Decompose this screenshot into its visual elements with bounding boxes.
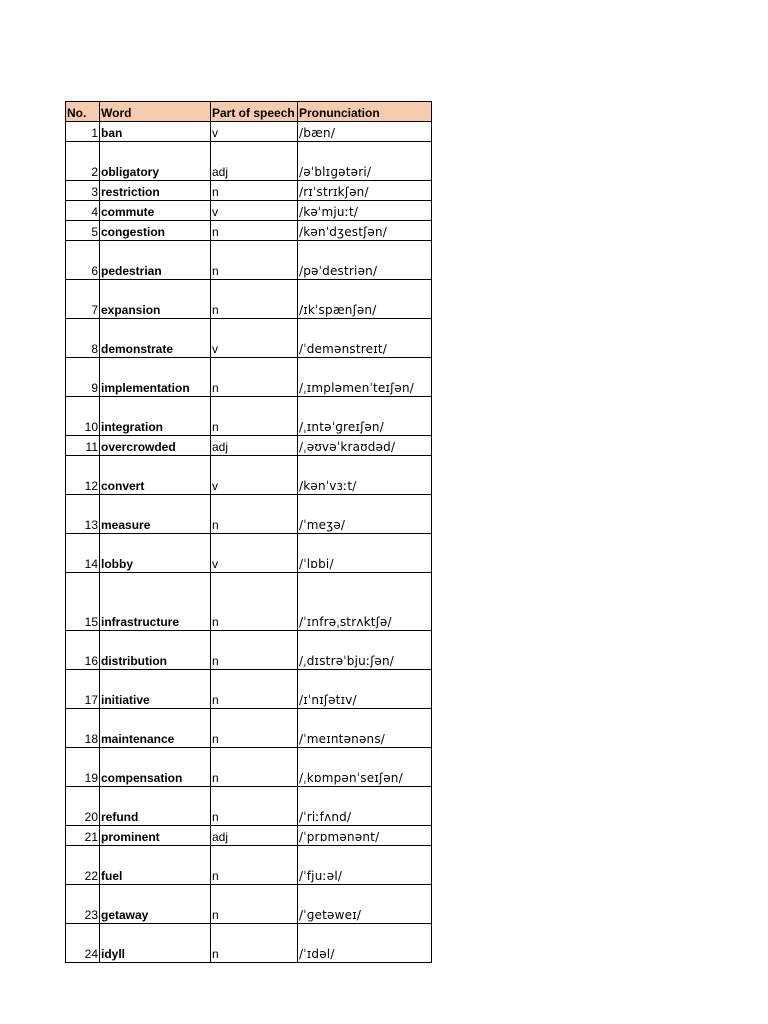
part-of-speech-cell: n xyxy=(211,787,298,826)
pronunciation-cell: /ˈɡetəweɪ/ xyxy=(298,885,432,924)
table-row xyxy=(66,201,432,221)
word-cell: lobby xyxy=(100,534,211,573)
pronunciation-cell: /ˈprɒmənənt/ xyxy=(298,826,432,846)
vocabulary-table xyxy=(65,101,432,963)
pronunciation-cell: /kənˈvɜːt/ xyxy=(298,456,432,495)
part-of-speech-cell: v xyxy=(211,319,298,358)
part-of-speech-cell: n xyxy=(211,280,298,319)
table-row xyxy=(66,885,432,924)
part-of-speech-cell: n xyxy=(211,670,298,709)
pronunciation-cell: /kəˈmjuːt/ xyxy=(298,201,432,221)
row-number: 24 xyxy=(66,924,100,963)
pronunciation-cell: /ˈdemənstreɪt/ xyxy=(298,319,432,358)
part-of-speech-cell: v xyxy=(211,201,298,221)
pronunciation-cell: /ˌkɒmpənˈseɪʃən/ xyxy=(298,748,432,787)
part-of-speech-cell: adj xyxy=(211,436,298,456)
word-cell: fuel xyxy=(100,846,211,885)
word-cell: integration xyxy=(100,397,211,436)
row-number: 7 xyxy=(66,280,100,319)
pronunciation-cell: /ɪkˈspænʃən/ xyxy=(298,280,432,319)
table-row xyxy=(66,631,432,670)
part-of-speech-cell: adj xyxy=(211,826,298,846)
pronunciation-cell: /rɪˈstrɪkʃən/ xyxy=(298,181,432,201)
pronunciation-cell: /əˈblɪɡətəri/ xyxy=(298,142,432,181)
part-of-speech-cell: n xyxy=(211,631,298,670)
part-of-speech-cell: n xyxy=(211,181,298,201)
table-row xyxy=(66,142,432,181)
word-cell: ban xyxy=(100,122,211,142)
word-cell: implementation xyxy=(100,358,211,397)
part-of-speech-cell: adj xyxy=(211,142,298,181)
table-row xyxy=(66,495,432,534)
header-word: Word xyxy=(100,102,211,122)
pronunciation-cell: /ˌəʊvəˈkraʊdəd/ xyxy=(298,436,432,456)
pronunciation-cell: /pəˈdestriən/ xyxy=(298,241,432,280)
row-number: 2 xyxy=(66,142,100,181)
table-row xyxy=(66,181,432,201)
word-cell: getaway xyxy=(100,885,211,924)
row-number: 12 xyxy=(66,456,100,495)
row-number: 18 xyxy=(66,709,100,748)
pronunciation-cell: /kənˈdʒestʃən/ xyxy=(298,221,432,241)
part-of-speech-cell: n xyxy=(211,241,298,280)
pronunciation-cell: /ɪˈnɪʃətɪv/ xyxy=(298,670,432,709)
pronunciation-cell: /ˈfjuːəl/ xyxy=(298,846,432,885)
part-of-speech-cell: n xyxy=(211,573,298,631)
row-number: 6 xyxy=(66,241,100,280)
word-cell: compensation xyxy=(100,748,211,787)
row-number: 20 xyxy=(66,787,100,826)
row-number: 17 xyxy=(66,670,100,709)
pronunciation-cell: /ˈlɒbi/ xyxy=(298,534,432,573)
part-of-speech-cell: n xyxy=(211,397,298,436)
pronunciation-cell: /bæn/ xyxy=(298,122,432,142)
part-of-speech-cell: n xyxy=(211,709,298,748)
table-row xyxy=(66,534,432,573)
table-row xyxy=(66,670,432,709)
row-number: 4 xyxy=(66,201,100,221)
header-part-of-speech: Part of speech xyxy=(211,102,298,122)
word-cell: pedestrian xyxy=(100,241,211,280)
word-cell: expansion xyxy=(100,280,211,319)
word-cell: prominent xyxy=(100,826,211,846)
row-number: 3 xyxy=(66,181,100,201)
part-of-speech-cell: n xyxy=(211,358,298,397)
part-of-speech-cell: n xyxy=(211,748,298,787)
part-of-speech-cell: n xyxy=(211,495,298,534)
part-of-speech-cell: v xyxy=(211,122,298,142)
table-row xyxy=(66,436,432,456)
pronunciation-cell: /ˈriːfʌnd/ xyxy=(298,787,432,826)
word-cell: convert xyxy=(100,456,211,495)
pronunciation-cell: /ˌɪntəˈɡreɪʃən/ xyxy=(298,397,432,436)
word-cell: refund xyxy=(100,787,211,826)
word-cell: distribution xyxy=(100,631,211,670)
table-row xyxy=(66,826,432,846)
part-of-speech-cell: n xyxy=(211,221,298,241)
table-row xyxy=(66,846,432,885)
table-row xyxy=(66,709,432,748)
pronunciation-cell: /ˈɪnfrəˌstrʌktʃə/ xyxy=(298,573,432,631)
table-row xyxy=(66,241,432,280)
word-cell: demonstrate xyxy=(100,319,211,358)
table-row xyxy=(66,221,432,241)
row-number: 23 xyxy=(66,885,100,924)
table-row xyxy=(66,319,432,358)
header-no: No. xyxy=(66,102,100,122)
word-cell: measure xyxy=(100,495,211,534)
word-cell: idyll xyxy=(100,924,211,963)
word-cell: congestion xyxy=(100,221,211,241)
pronunciation-cell: /ˌdɪstrəˈbjuːʃən/ xyxy=(298,631,432,670)
part-of-speech-cell: v xyxy=(211,456,298,495)
row-number: 22 xyxy=(66,846,100,885)
pronunciation-cell: /ˈmeɪntənəns/ xyxy=(298,709,432,748)
row-number: 10 xyxy=(66,397,100,436)
row-number: 11 xyxy=(66,436,100,456)
table-row xyxy=(66,122,432,142)
row-number: 8 xyxy=(66,319,100,358)
part-of-speech-cell: n xyxy=(211,924,298,963)
row-number: 15 xyxy=(66,573,100,631)
header-pronunciation: Pronunciation xyxy=(298,102,432,122)
row-number: 14 xyxy=(66,534,100,573)
word-cell: overcrowded xyxy=(100,436,211,456)
row-number: 13 xyxy=(66,495,100,534)
table-row xyxy=(66,748,432,787)
table-row xyxy=(66,573,432,631)
row-number: 1 xyxy=(66,122,100,142)
row-number: 5 xyxy=(66,221,100,241)
pronunciation-cell: /ˈɪdəl/ xyxy=(298,924,432,963)
table-row xyxy=(66,787,432,826)
table-row xyxy=(66,924,432,963)
part-of-speech-cell: n xyxy=(211,885,298,924)
table-row xyxy=(66,456,432,495)
word-cell: infrastructure xyxy=(100,573,211,631)
row-number: 9 xyxy=(66,358,100,397)
part-of-speech-cell: v xyxy=(211,534,298,573)
word-cell: commute xyxy=(100,201,211,221)
header-row xyxy=(66,102,432,122)
word-cell: maintenance xyxy=(100,709,211,748)
part-of-speech-cell: n xyxy=(211,846,298,885)
pronunciation-cell: /ˌɪmpləmenˈteɪʃən/ xyxy=(298,358,432,397)
table-row xyxy=(66,397,432,436)
word-cell: obligatory xyxy=(100,142,211,181)
row-number: 21 xyxy=(66,826,100,846)
table-row xyxy=(66,280,432,319)
pronunciation-cell: /ˈmeʒə/ xyxy=(298,495,432,534)
row-number: 19 xyxy=(66,748,100,787)
word-cell: restriction xyxy=(100,181,211,201)
table-row xyxy=(66,358,432,397)
row-number: 16 xyxy=(66,631,100,670)
word-cell: initiative xyxy=(100,670,211,709)
